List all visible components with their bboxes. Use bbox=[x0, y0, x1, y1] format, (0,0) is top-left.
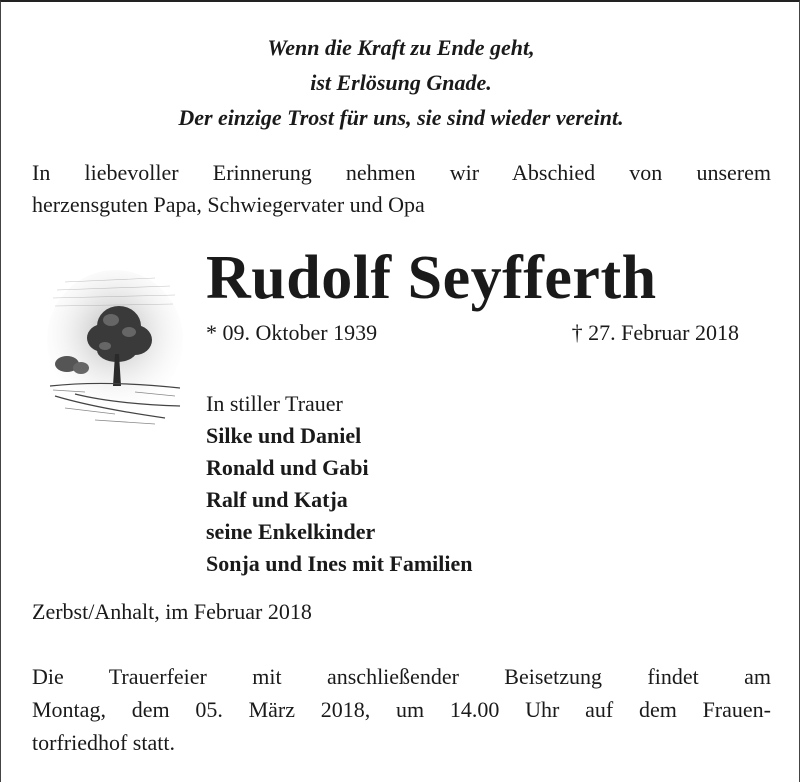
place-date: Zerbst/Anhalt, im Februar 2018 bbox=[32, 599, 312, 624]
mourner-name: Sonja und Ines mit Familien bbox=[206, 551, 473, 576]
funeral-line: Montag, dem 05. März 2018, um 14.00 Uhr auf dem Frauen- bbox=[32, 697, 771, 722]
intro-line: In liebevoller Erinnerung nehmen wir Abschied von unserem bbox=[32, 160, 771, 185]
deceased-name: Rudolf Seyfferth bbox=[206, 244, 657, 312]
mourner-name: Ralf und Katja bbox=[206, 487, 348, 512]
intro-text bbox=[32, 157, 771, 221]
mourner-name: Silke und Daniel bbox=[206, 423, 362, 448]
poem-line: Wenn die Kraft zu Ende geht, bbox=[267, 35, 535, 60]
death-date: † 27. Februar 2018 bbox=[571, 320, 739, 345]
funeral-info bbox=[32, 660, 771, 759]
mourner-name: seine Enkelkinder bbox=[206, 519, 376, 544]
birth-date: * 09. Oktober 1939 bbox=[206, 320, 378, 345]
tree-landscape-icon bbox=[45, 268, 185, 428]
funeral-line: Die Trauerfeier mit anschließender Beisetzung findet am bbox=[32, 664, 771, 689]
mourners-list bbox=[206, 388, 473, 580]
mourner-name: Ronald und Gabi bbox=[206, 455, 369, 480]
poem-line: Der einzige Trost für uns, sie sind wieder vereint. bbox=[178, 105, 624, 130]
mourners-heading: In stiller Trauer bbox=[206, 391, 343, 416]
intro-line: herzensguten Papa, Schwiegervater und Opa bbox=[32, 192, 425, 217]
poem bbox=[1, 30, 800, 135]
funeral-line: torfriedhof statt. bbox=[32, 730, 175, 755]
poem-line: ist Erlösung Gnade. bbox=[310, 70, 492, 95]
